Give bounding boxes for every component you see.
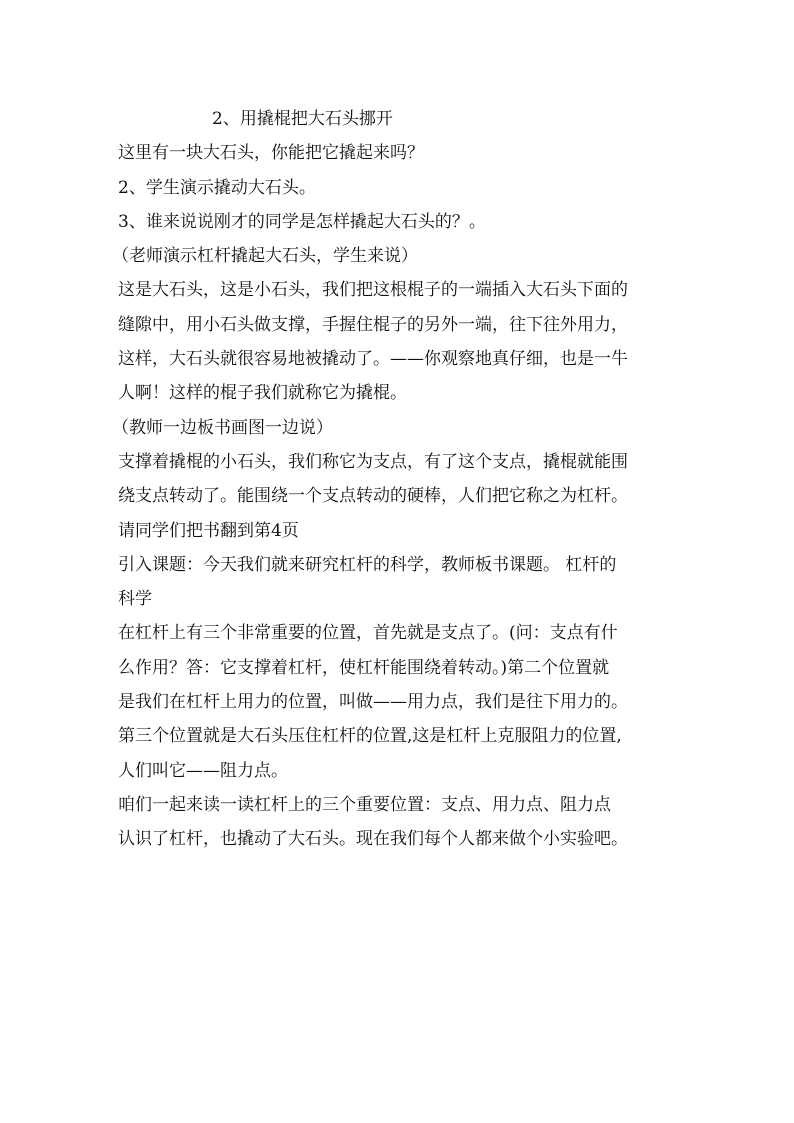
text-line: 第三个位置就是大石头压住杠杆的位置,这是杠杆上克服阻力的位置, [118, 726, 622, 747]
text-line: 认识了杠杆，也撬动了大石头。现在我们每个人都来做个小实验吧。 [118, 829, 628, 850]
text-line: 这里有一块大石头，你能把它撬起来吗？ [118, 143, 424, 164]
text-line: 科学 [118, 589, 152, 610]
text-line: 2、学生演示撬动大石头。 [118, 177, 316, 198]
text-line: 是我们在杠杆上用力的位置，叫做——用力点，我们是往下用力的。 [118, 692, 628, 713]
text-line: 人们叫它——阻力点。 [118, 760, 288, 781]
text-line: 请同学们把书翻到第4页 [118, 520, 299, 541]
text-line: （老师演示杠杆撬起大石头，学生来说） [112, 246, 418, 267]
text-line: 在杠杆上有三个非常重要的位置，首先就是支点了。(问：支点有什 [118, 623, 618, 644]
text-line: 咱们一起来读一读杠杆上的三个重要位置：支点、用力点、阻力点 [118, 794, 611, 815]
text-line: 缝隙中，用小石头做支撑，手握住棍子的另外一端，往下往外用力， [118, 314, 628, 335]
text-line: 3、谁来说说刚才的同学是怎样撬起大石头的？。 [118, 211, 486, 232]
document-body [112, 102, 690, 857]
text-line: （教师一边板书画图一边说） [112, 417, 333, 438]
text-line: 这样，大石头就很容易地被撬动了。——你观察地真仔细，也是一牛 [118, 349, 628, 370]
text-line: 这是大石头，这是小石头，我们把这根棍子的一端插入大石头下面的 [118, 280, 628, 301]
section-heading: 2、用撬棍把大石头挪开 [212, 109, 393, 129]
text-line: 支撑着撬棍的小石头，我们称它为支点，有了这个支点，撬棍就能围 [118, 451, 628, 472]
text-line: 绕支点转动了。能围绕一个支点转动的硬棒，人们把它称之为杠杆。 [118, 486, 628, 507]
text-line: 么作用？答：它支撑着杠杆，使杠杆能围绕着转动。)第二个位置就 [118, 657, 610, 678]
text-line: 引入课题：今天我们就来研究杠杆的科学，教师板书课题。 杠杆的 [118, 554, 617, 575]
text-line: 人啊！这样的棍子我们就称它为撬棍。 [118, 383, 407, 404]
